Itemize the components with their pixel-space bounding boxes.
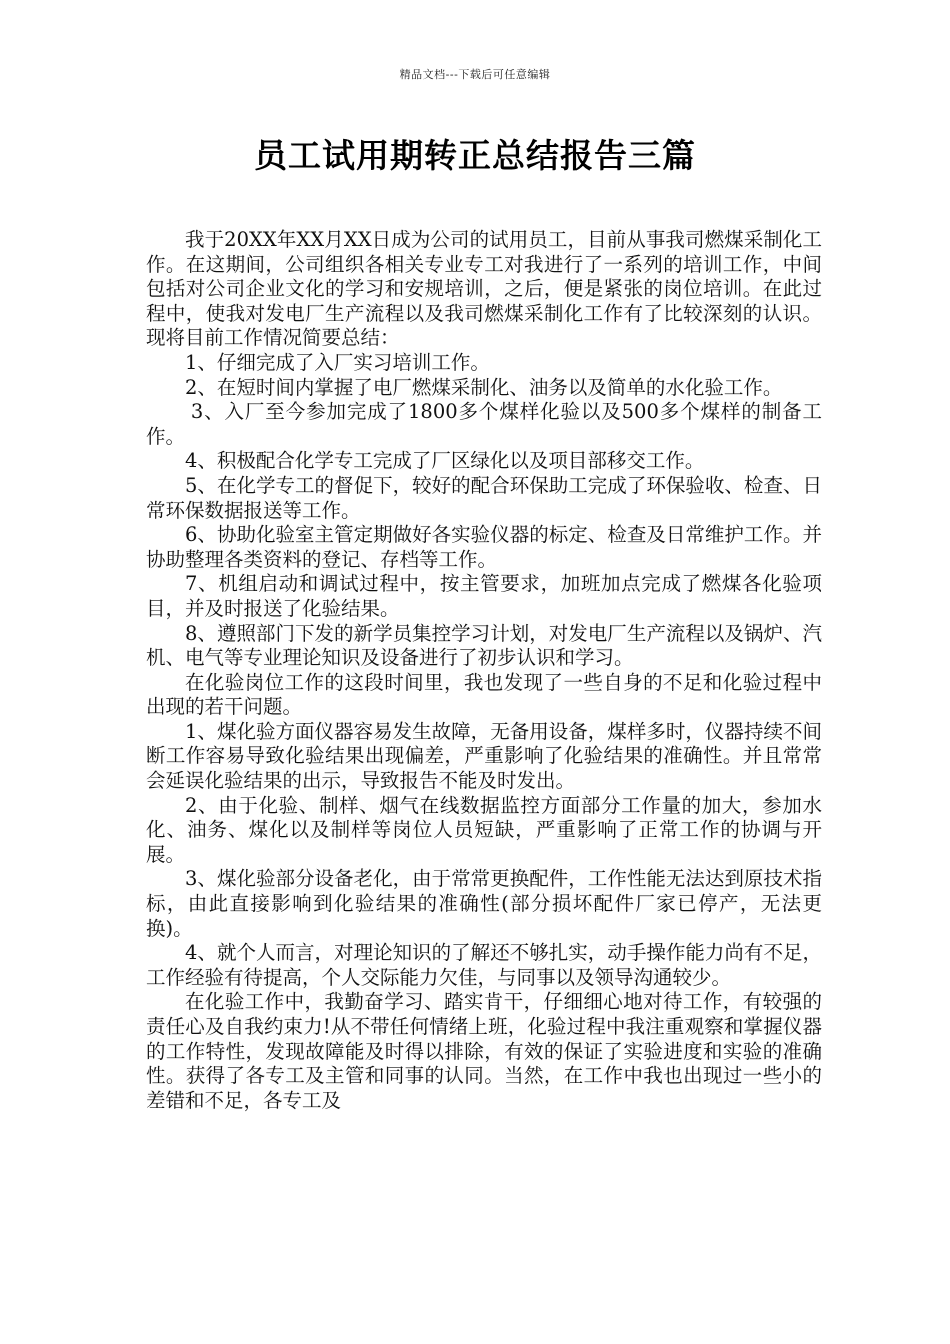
intro-paragraph: 我于20XX年XX月XX日成为公司的试用员工，目前从事我司燃煤采制化工作。在这期间，公司组织各相关专业专工对我进行了一系列的培训工作，中间包括对公司企业文化的学习和安规培训，之后，便是紧张的岗位培训。在此过程中，使我对发电厂生产流程以及我司燃煤采制化工作有了比较深刻的认识。现将目前工作情况简要总结： bbox=[146, 228, 822, 350]
work-item-6: 6、协助化验室主管定期做好各实验仪器的标定、检查及日常维护工作。并协助整理各类资料的登记、存档等工作。 bbox=[146, 523, 822, 571]
work-item-2: 2、在短时间内掌握了电厂燃煤采制化、油务以及简单的水化验工作。 bbox=[185, 375, 783, 399]
closing-paragraph: 在化验工作中，我勤奋学习、踏实肯干，仔细细心地对待工作，有较强的责任心及自我约束力!从不带任何情绪上班，化验过程中我注重观察和掌握仪器的工作特性，发现故障能及时得以排除，有效的保证了实验进度和实验的准确性。获得了各专工及主管和同事的认同。当然，在工作中我也出现过一些小的差错和不足，各专工及 bbox=[146, 990, 822, 1112]
problem-item-4: 4、就个人而言，对理论知识的了解还不够扎实，动手操作能力尚有不足，工作经验有待提高，个人交际能力欠佳，与同事以及领导沟通较少。 bbox=[146, 941, 822, 989]
work-item-4: 4、积极配合化学专工完成了厂区绿化以及项目部移交工作。 bbox=[185, 449, 705, 473]
problem-item-3: 3、煤化验部分设备老化，由于常常更换配件，工作性能无法达到原技术指标，由此直接影响到化验结果的准确性(部分损坏配件厂家已停产，无法更换)。 bbox=[146, 867, 822, 940]
work-item-7: 7、机组启动和调试过程中，按主管要求，加班加点完成了燃煤各化验项目，并及时报送了化验结果。 bbox=[146, 572, 822, 620]
document-body bbox=[146, 228, 822, 1113]
problem-item-1: 1、煤化验方面仪器容易发生故障，无备用设备，煤样多时，仪器持续不间断工作容易导致化验结果出现偏差，严重影响了化验结果的准确性。并且常常会延误化验结果的出示，导致报告不能及时发出。 bbox=[146, 719, 822, 793]
document-title: 员工试用期转正总结报告三篇 bbox=[254, 136, 696, 175]
problem-item-2: 2、由于化验、制样、烟气在线数据监控方面部分工作量的加大，参加水化、油务、煤化以及制样等岗位人员短缺，严重影响了正常工作的协调与开展。 bbox=[146, 793, 822, 866]
work-item-8: 8、遵照部门下发的新学员集控学习计划，对发电厂生产流程以及锅炉、汽机、电气等专业理论知识及设备进行了初步认识和学习。 bbox=[146, 621, 822, 670]
header-note: 精品文档---下载后可任意编辑 bbox=[399, 68, 551, 81]
work-item-1: 1、仔细完成了入厂实习培训工作。 bbox=[185, 350, 490, 374]
problems-intro-paragraph: 在化验岗位工作的这段时间里，我也发现了一些自身的不足和化验过程中出现的若干问题。 bbox=[146, 670, 822, 719]
work-item-3: 3、入厂至今参加完成了1800多个煤样化验以及500多个煤样的制备工作。 bbox=[146, 400, 822, 448]
work-item-5: 5、在化学专工的督促下，较好的配合环保助工完成了环保验收、检查、日常环保数据报送等工作。 bbox=[146, 473, 822, 522]
